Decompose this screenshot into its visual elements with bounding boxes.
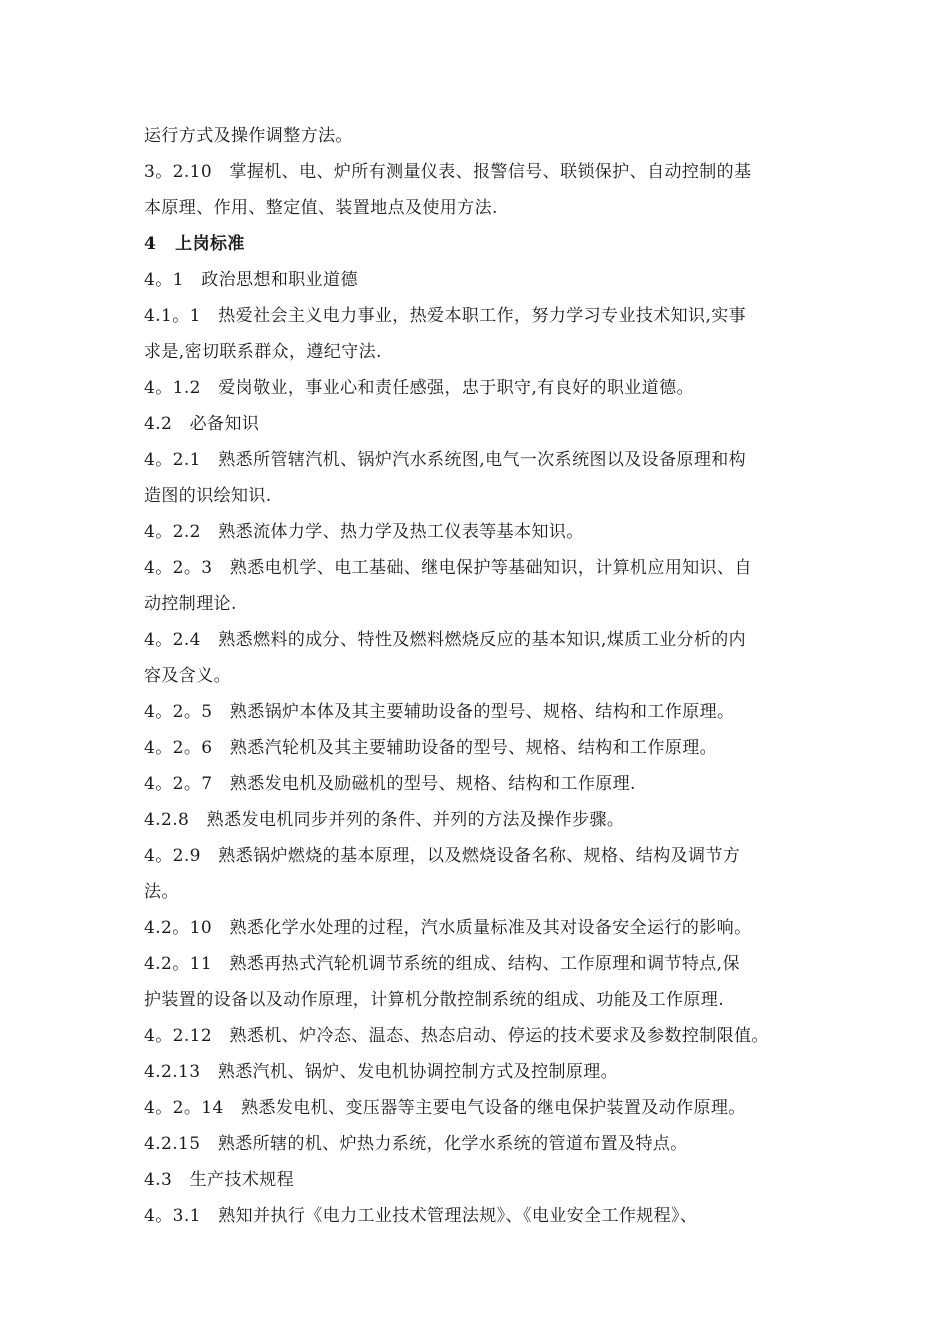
- text-line: 护装置的设备以及动作原理，计算机分散控制系统的组成、功能及工作原理.: [144, 990, 725, 1010]
- text-line: 4.2 必备知识: [144, 414, 260, 434]
- text-line: 4。3.1 熟知并执行《电力工业技术管理法规》、《电业安全工作规程》、: [144, 1206, 698, 1226]
- text-line: 造图的识绘知识.: [144, 486, 272, 506]
- text-line: 4.2.8 熟悉发电机同步并列的条件、并列的方法及操作步骤。: [144, 810, 625, 830]
- text-line: 4。2。6 熟悉汽轮机及其主要辅助设备的型号、规格、结构和工作原理。: [144, 738, 718, 758]
- text-line: 4.2.13 熟悉汽机、锅炉、发电机协调控制方式及控制原理。: [144, 1062, 619, 1082]
- text-line: 4。2。5 熟悉锅炉本体及其主要辅助设备的型号、规格、结构和工作原理。: [144, 702, 735, 722]
- section-heading: 4 上岗标准: [144, 234, 245, 254]
- text-line: 法。: [144, 882, 179, 902]
- text-line: 4。2。3 熟悉电机学、电工基础、继电保护等基础知识，计算机应用知识、自: [144, 558, 752, 578]
- text-line: 4。2.2 熟悉流体力学、热力学及热工仪表等基本知识。: [144, 522, 584, 542]
- text-line: 4.2.15 熟悉所辖的机、炉热力系统，化学水系统的管道布置及特点。: [144, 1134, 688, 1154]
- text-line: 本原理、作用、整定值、装置地点及使用方法.: [144, 198, 498, 218]
- text-line: 求是,密切联系群众，遵纪守法.: [144, 342, 382, 362]
- text-line: 4。2.9 熟悉锅炉燃烧的基本原理，以及燃烧设备名称、规格、结构及调节方: [144, 846, 741, 866]
- text-line: 4。1.2 爱岗敬业，事业心和责任感强，忠于职守,有良好的职业道德。: [144, 378, 694, 398]
- text-line: 4。2.4 熟悉燃料的成分、特性及燃料燃烧反应的基本知识,煤质工业分析的内: [144, 630, 747, 650]
- text-line: 3。2.10 掌握机、电、炉所有测量仪表、报警信号、联锁保护、自动控制的基: [144, 162, 752, 182]
- text-line: 4.1。1 热爱社会主义电力事业，热爱本职工作，努力学习专业技术知识,实事: [144, 306, 747, 326]
- text-line: 4。2。7 熟悉发电机及励磁机的型号、规格、结构和工作原理.: [144, 774, 636, 794]
- text-line: 运行方式及操作调整方法。: [144, 126, 353, 146]
- text-line: 4。2.1 熟悉所管辖汽机、锅炉汽水系统图,电气一次系统图以及设备原理和构: [144, 450, 747, 470]
- text-line: 4.2。10 熟悉化学水处理的过程，汽水质量标准及其对设备安全运行的影响。: [144, 918, 752, 938]
- text-line: 4.3 生产技术规程: [144, 1170, 295, 1190]
- text-line: 容及含义。: [144, 666, 231, 686]
- text-line: 4。2.12 熟悉机、炉冷态、温态、热态启动、停运的技术要求及参数控制限值。: [144, 1026, 769, 1046]
- text-line: 4。2。14 熟悉发电机、变压器等主要电气设备的继电保护装置及动作原理。: [144, 1098, 746, 1118]
- document-page: [144, 118, 824, 1234]
- text-line: 4。1 政治思想和职业道德: [144, 270, 358, 290]
- text-line: 动控制理论.: [144, 594, 237, 614]
- text-line: 4.2。11 熟悉再热式汽轮机调节系统的组成、结构、工作原理和调节特点,保: [144, 954, 740, 974]
